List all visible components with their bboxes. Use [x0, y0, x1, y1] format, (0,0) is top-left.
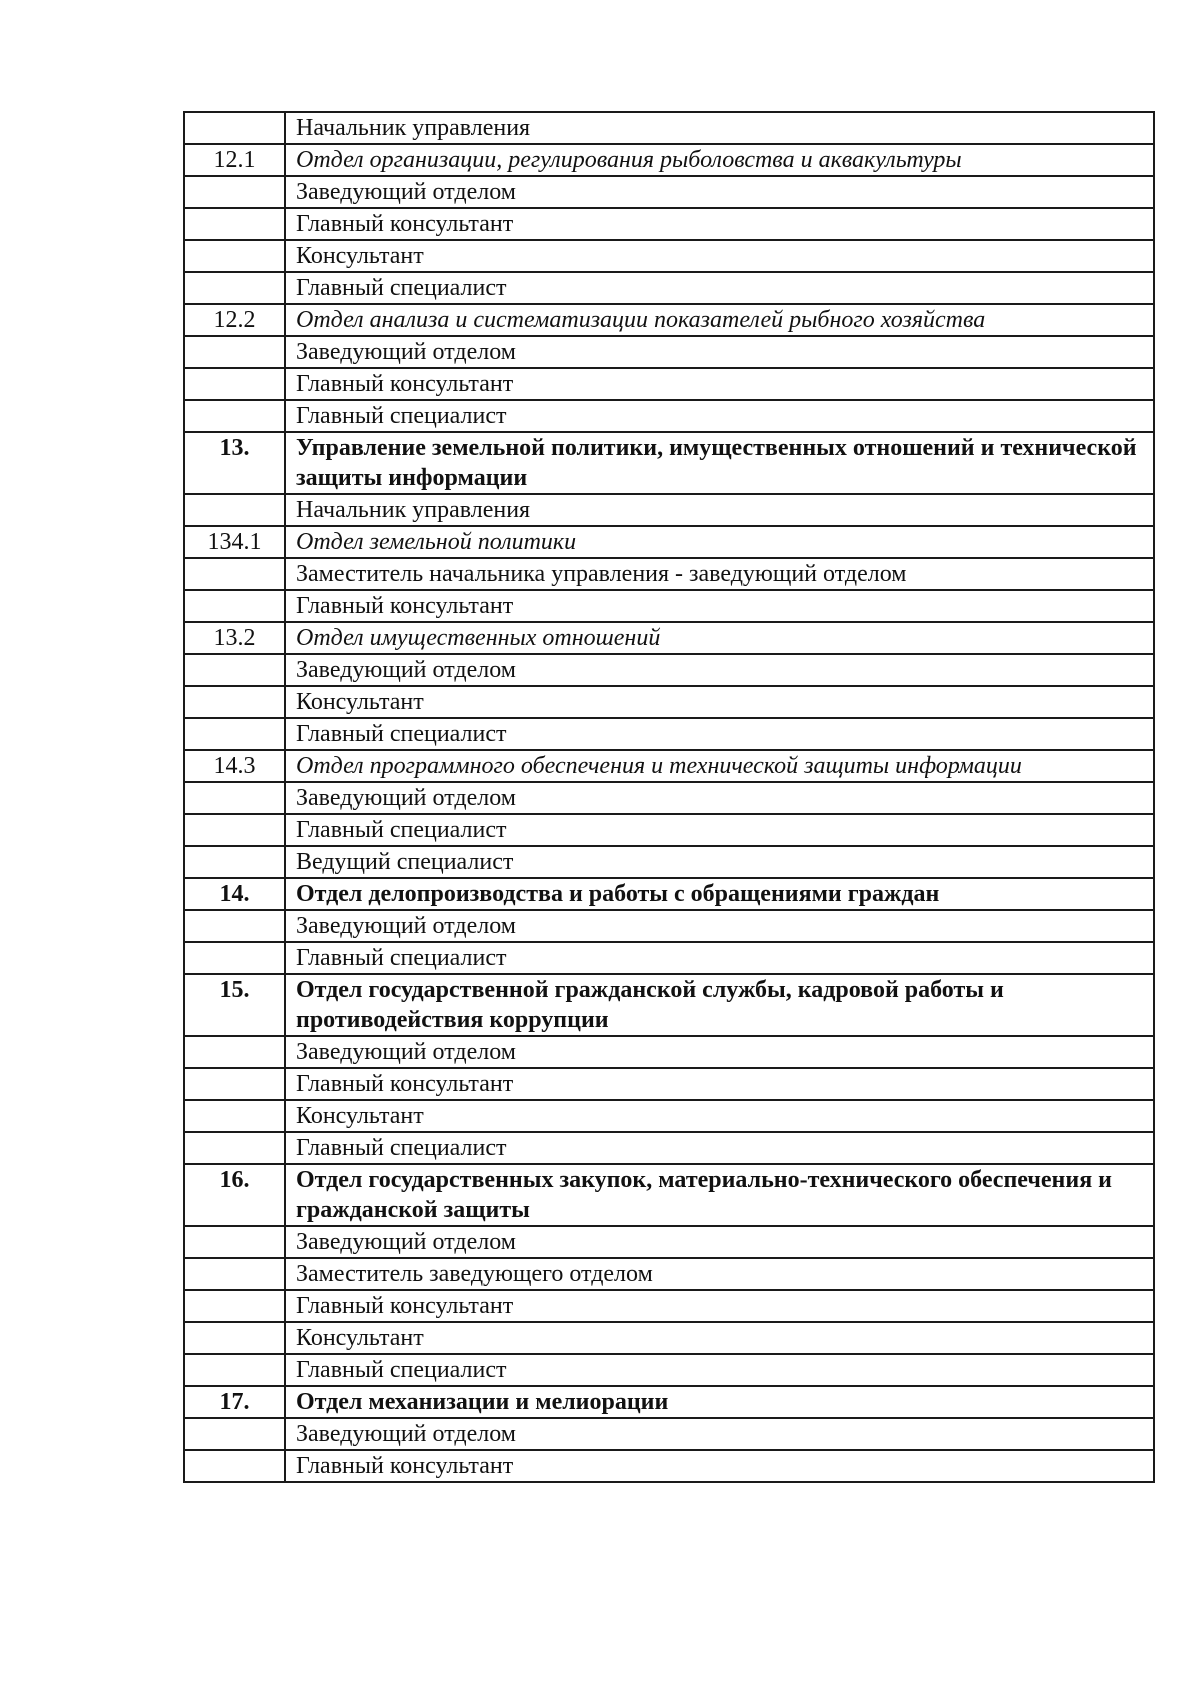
position-row [184, 176, 1154, 208]
row-number [184, 1354, 285, 1386]
row-number: 12.1 [184, 144, 285, 176]
position-title: Главный консультант [285, 1068, 1154, 1100]
unit-name: Отдел механизации и мелиорации [285, 1386, 1154, 1418]
unit-name: Отдел программного обеспечения и технической защиты информации [285, 750, 1154, 782]
row-number: 14. [184, 878, 285, 910]
department-row [184, 144, 1154, 176]
section-title-row [184, 1164, 1154, 1226]
department-row [184, 526, 1154, 558]
row-number [184, 494, 285, 526]
row-number: 15. [184, 974, 285, 1036]
position-row [184, 272, 1154, 304]
row-number [184, 1258, 285, 1290]
position-title: Главный консультант [285, 368, 1154, 400]
row-number: 134.1 [184, 526, 285, 558]
position-row [184, 814, 1154, 846]
position-row [184, 208, 1154, 240]
row-number [184, 272, 285, 304]
position-title: Главный консультант [285, 1290, 1154, 1322]
position-row [184, 942, 1154, 974]
position-row [184, 494, 1154, 526]
staff-positions-table [183, 111, 1155, 1483]
position-title: Начальник управления [285, 494, 1154, 526]
department-row [184, 622, 1154, 654]
department-row [184, 304, 1154, 336]
position-title: Главный специалист [285, 272, 1154, 304]
unit-name: Отдел делопроизводства и работы с обращениями граждан [285, 878, 1154, 910]
position-title: Главный консультант [285, 590, 1154, 622]
position-row [184, 1354, 1154, 1386]
row-number [184, 176, 285, 208]
row-number [184, 1418, 285, 1450]
position-title: Главный специалист [285, 400, 1154, 432]
position-row [184, 368, 1154, 400]
position-title: Ведущий специалист [285, 846, 1154, 878]
row-number [184, 1226, 285, 1258]
position-title: Заместитель заведующего отделом [285, 1258, 1154, 1290]
position-title: Заведующий отделом [285, 1226, 1154, 1258]
position-title: Заведующий отделом [285, 176, 1154, 208]
position-title: Консультант [285, 240, 1154, 272]
position-title: Заведующий отделом [285, 782, 1154, 814]
row-number: 13. [184, 432, 285, 494]
row-number [184, 1450, 285, 1482]
row-number [184, 590, 285, 622]
position-row [184, 558, 1154, 590]
position-title: Заведующий отделом [285, 336, 1154, 368]
position-title: Заведующий отделом [285, 1036, 1154, 1068]
position-row [184, 782, 1154, 814]
row-number [184, 654, 285, 686]
position-row [184, 590, 1154, 622]
position-row [184, 1036, 1154, 1068]
department-row [184, 750, 1154, 782]
unit-name: Отдел анализа и систематизации показателей рыбного хозяйства [285, 304, 1154, 336]
position-title: Главный специалист [285, 1354, 1154, 1386]
position-row [184, 1132, 1154, 1164]
position-title: Главный консультант [285, 1450, 1154, 1482]
position-title: Заведующий отделом [285, 654, 1154, 686]
position-title: Заведующий отделом [285, 910, 1154, 942]
row-number [184, 1100, 285, 1132]
position-row [184, 1322, 1154, 1354]
row-number [184, 1036, 285, 1068]
position-title: Консультант [285, 1322, 1154, 1354]
row-number [184, 718, 285, 750]
row-number [184, 814, 285, 846]
position-title: Консультант [285, 1100, 1154, 1132]
section-title-row [184, 974, 1154, 1036]
row-number: 16. [184, 1164, 285, 1226]
section-title-row [184, 878, 1154, 910]
position-title: Главный специалист [285, 718, 1154, 750]
row-number [184, 558, 285, 590]
position-row [184, 654, 1154, 686]
position-row [184, 846, 1154, 878]
row-number [184, 368, 285, 400]
position-title: Консультант [285, 686, 1154, 718]
position-row [184, 1418, 1154, 1450]
row-number [184, 240, 285, 272]
unit-name: Отдел земельной политики [285, 526, 1154, 558]
row-number [184, 208, 285, 240]
table-body [184, 112, 1154, 1482]
section-title-row [184, 432, 1154, 494]
unit-name: Отдел государственных закупок, материально-технического обеспечения и гражданской защиты [285, 1164, 1154, 1226]
row-number: 13.2 [184, 622, 285, 654]
unit-name: Отдел организации, регулирования рыболовства и аквакультуры [285, 144, 1154, 176]
position-row [184, 910, 1154, 942]
position-row [184, 1258, 1154, 1290]
unit-name: Управление земельной политики, имущественных отношений и технической защиты информации [285, 432, 1154, 494]
row-number [184, 942, 285, 974]
position-row [184, 1100, 1154, 1132]
position-row [184, 112, 1154, 144]
position-row [184, 1290, 1154, 1322]
position-title: Заведующий отделом [285, 1418, 1154, 1450]
row-number [184, 1068, 285, 1100]
unit-name: Отдел государственной гражданской службы, кадровой работы и противодействия коррупции [285, 974, 1154, 1036]
position-title: Начальник управления [285, 112, 1154, 144]
row-number [184, 112, 285, 144]
position-row [184, 336, 1154, 368]
row-number [184, 910, 285, 942]
row-number: 14.3 [184, 750, 285, 782]
position-row [184, 1226, 1154, 1258]
position-title: Главный консультант [285, 208, 1154, 240]
position-row [184, 686, 1154, 718]
row-number [184, 1132, 285, 1164]
row-number [184, 400, 285, 432]
position-row [184, 718, 1154, 750]
position-title: Главный специалист [285, 814, 1154, 846]
position-title: Главный специалист [285, 942, 1154, 974]
position-title: Главный специалист [285, 1132, 1154, 1164]
position-title: Заместитель начальника управления - заведующий отделом [285, 558, 1154, 590]
position-row [184, 1068, 1154, 1100]
position-row [184, 240, 1154, 272]
position-row [184, 400, 1154, 432]
row-number [184, 1322, 285, 1354]
section-title-row [184, 1386, 1154, 1418]
row-number: 12.2 [184, 304, 285, 336]
row-number: 17. [184, 1386, 285, 1418]
row-number [184, 782, 285, 814]
row-number [184, 686, 285, 718]
row-number [184, 1290, 285, 1322]
position-row [184, 1450, 1154, 1482]
row-number [184, 846, 285, 878]
row-number [184, 336, 285, 368]
unit-name: Отдел имущественных отношений [285, 622, 1154, 654]
